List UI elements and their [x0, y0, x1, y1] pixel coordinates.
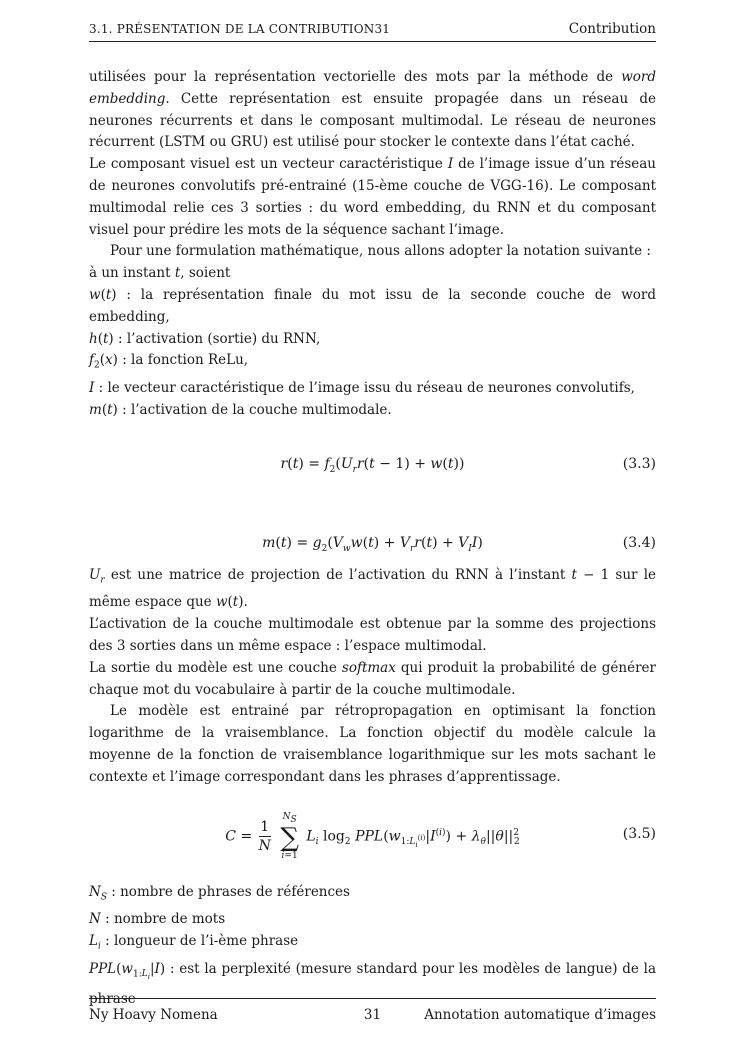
notation-i: I : le vecteur caractéristique de l’image issu du réseau de neurones convolutifs,: [89, 379, 635, 396]
notation-h: h(t) : l’activation (sortie) du RNN,: [89, 330, 321, 347]
notation-m: m(t) : l’activation de la couche multimodale.: [89, 401, 392, 418]
equation-3-5: [89, 812, 656, 864]
notation-w: w(t) : la représentation finale du mot issu de la seconde couche de word embedding,: [89, 286, 656, 325]
notation-intro: à un instant t, soient: [89, 265, 231, 282]
definitions-text: [89, 882, 656, 1011]
notation-f2: $f_2(x)$ : la fonction ReLu,: [89, 352, 249, 372]
intro-text: [89, 67, 656, 421]
definition-li: $L_i$ : longueur de l’i-ème phrase: [89, 933, 299, 952]
footer-title: Annotation automatique d’images: [424, 1007, 656, 1023]
page-footer: [89, 998, 656, 1027]
definition-ns: $N_S$ : nombre de phrases de références: [89, 884, 350, 903]
paragraph-visual-component: Le composant visuel est un vecteur caractéristique I de l’image issue d’un réseau de neurones convolutifs pré-entrainé (15-ème couche de VGG-16). Le composant multimodal relie ces 3 sorties : du word embedding, du RNN et du composant visuel pour prédire les mots de la séquence sachant l’image.: [89, 156, 657, 238]
equation-3-5-formula: C = $\frac{1}{N}$ $N_S$ ∑ i=1 $L_i$ $\log_2 PPL(w_{1:L_i^{(i)}}|I^{(i)}) + \lambda_\theta||\theta||^2_2$: [225, 812, 520, 861]
page-number: 31: [363, 1007, 382, 1023]
paragraph-softmax: La sortie du modèle est une couche softmax qui produit la probabilité de générer chaque mot du vocabulaire à partir de la couche multimodale.: [89, 659, 656, 698]
equation-3-3-formula: $r(t) = f_2(U_rr(t - 1) + w(t))$: [280, 456, 465, 475]
training-text: [89, 565, 656, 789]
paragraph-embedding: utilisées pour la représentation vectorielle des mots par la méthode de word embedding. Cette représentation est ensuite propagée dans un réseau de neurones récurrents et dans le composant multimodal. Le réseau de neurones récurrent (LSTM ou GRU) est utilisé pour stocker le contexte dans l’état caché.: [89, 69, 656, 151]
equation-3-5-number: (3.5): [622, 826, 656, 842]
paragraph-training: Le modèle est entrainé par rétropropagation en optimisant la fonction logarithme de la vraisemblance. La fonction objectif du modèle calcule la moyenne de la fonction de vraisemblance logarithmique sur les mots sachant le contexte et l’image correspondant dans les phrases d’apprentissage.: [89, 703, 656, 785]
equation-3-4: [89, 535, 656, 559]
section-title: 3.1. PRÉSENTATION DE LA CONTRIBUTION31: [89, 22, 391, 36]
paragraph-multimodal: L’activation de la couche multimodale est obtenue par la somme des projections des 3 sorties dans un même espace : l’espace multimodal.: [89, 616, 656, 655]
equation-3-3-number: (3.3): [622, 456, 656, 472]
paragraph-formulation: Pour une formulation mathématique, nous allons adopter la notation suivante :: [110, 243, 651, 260]
chapter-title: Contribution: [568, 21, 656, 37]
page-header: [89, 21, 656, 42]
definition-n: N : nombre de mots: [89, 911, 226, 928]
equation-3-4-formula: $m(t) = g_2(V_ww(t) + V_rr(t) + V_II)$: [262, 535, 483, 554]
equation-3-4-number: (3.4): [622, 535, 656, 551]
footer-author: Ny Hoavy Nomena: [89, 1007, 218, 1023]
definition-ppl: $PPL(w_{1:L_i}|I)$ : est la perplexité (mesure standard pour les modèles de langue) de la phrase: [89, 960, 656, 1008]
paragraph-ur: $U_r$ est une matrice de projection de l’activation du RNN à l’instant t − 1 sur le même espace que w(t).: [89, 567, 657, 611]
equation-3-3: [89, 456, 656, 480]
